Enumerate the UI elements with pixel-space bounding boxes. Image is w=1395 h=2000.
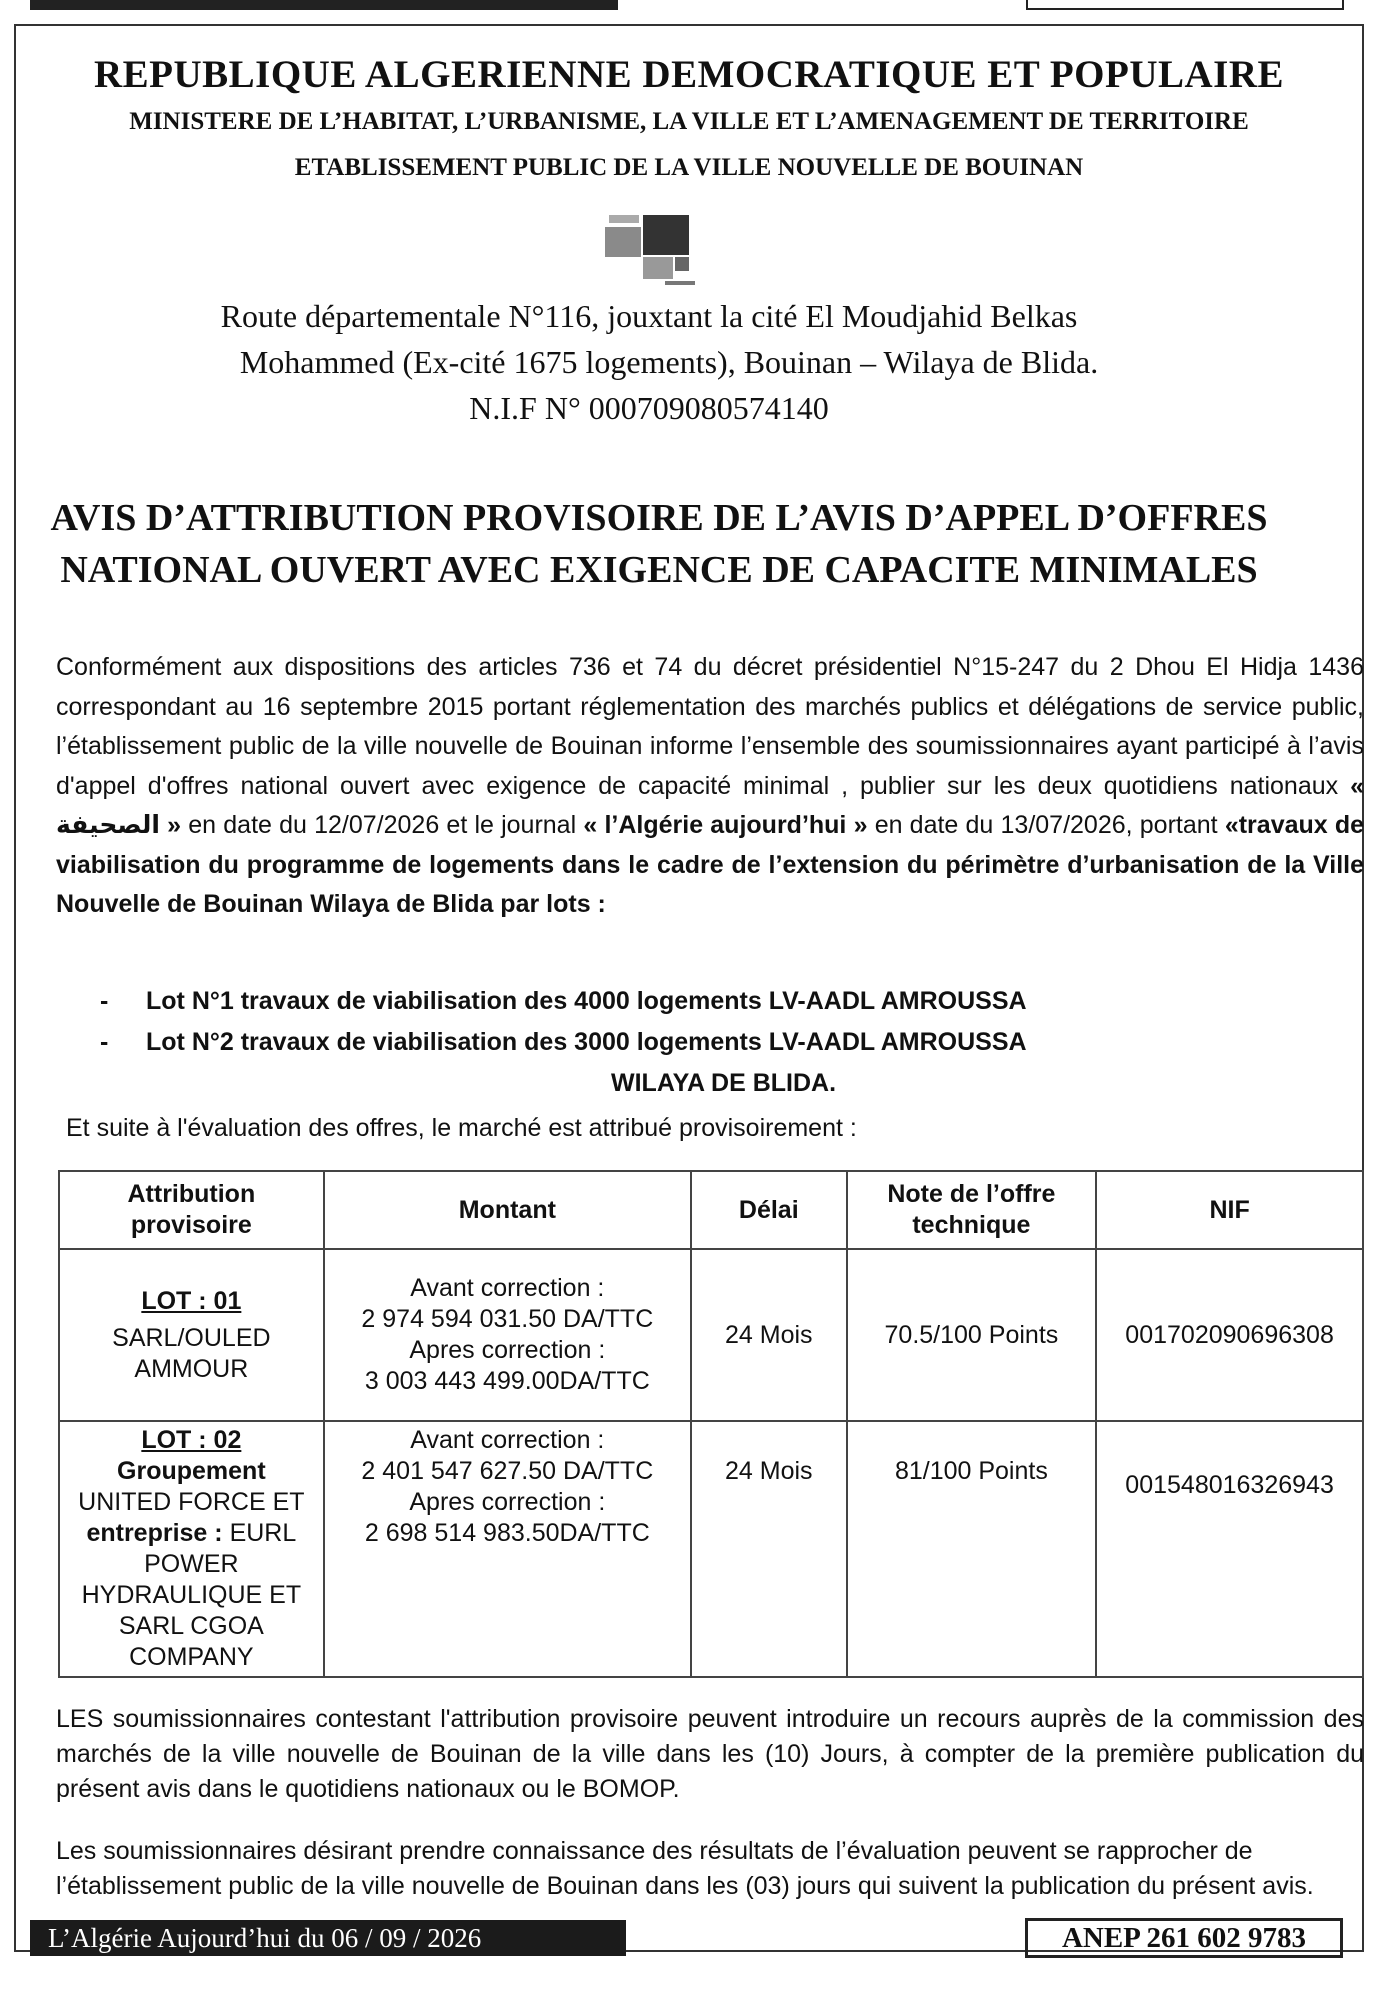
table-row	[59, 1249, 1363, 1421]
ministry-heading: MINISTERE DE L’HABITAT, L’URBANISME, LA VILLE ET L’AMENAGEMENT DE TERRITOIRE	[129, 108, 1249, 135]
project-description: «travaux de viabilisation du programme de logements dans le cadre de l’extension du périmètre d’urbanisation de la Ville Nouvelle de Bouinan Wilaya de Blida par lots :	[56, 811, 1365, 918]
attribution-cell	[59, 1249, 324, 1421]
header-delai: Délai	[691, 1171, 847, 1249]
avant-amount: 2 974 594 031.50 DA/TTC	[361, 1305, 654, 1333]
notice-frame	[14, 24, 1364, 1952]
lot-1-text: Lot N°1 travaux de viabilisation des 4000 logements LV-AADL AMROUSSA	[146, 987, 1027, 1015]
bullet-dash: -	[100, 1028, 109, 1056]
avant-amount: 2 401 547 627.50 DA/TTC	[361, 1457, 654, 1485]
anep-reference: ANEP 261 602 9783	[1025, 1918, 1343, 1958]
apres-label: Apres correction :	[409, 1336, 606, 1364]
entreprise-label: entreprise :	[86, 1519, 223, 1547]
republic-heading: REPUBLIQUE ALGERIENNE DEMOCRATIQUE ET POPULAIRE	[93, 53, 1285, 96]
address-line-1: Route départementale N°116, jouxtant la cité El Moudjahid Belkas	[220, 298, 1078, 334]
nif-cell: 001702090696308	[1096, 1249, 1363, 1421]
montant-cell	[324, 1421, 691, 1677]
address-line-2: Mohammed (Ex-cité 1675 logements), Bouinan – Wilaya de Blida.	[239, 344, 1099, 380]
recourse-paragraph: LES soumissionnaires contestant l'attribution provisoire peuvent introduire un recours auprès de la commission des marchés de la ville nouvelle de Bouinan de la ville dans les (10) Jours, à compter de la première publication du présent avis dans le quotidiens nationaux ou le BOMOP.	[56, 1705, 1364, 1803]
company-group-label: Groupement	[117, 1457, 266, 1485]
avant-label: Avant correction :	[410, 1274, 605, 1302]
apres-label: Apres correction :	[409, 1488, 606, 1516]
note-cell: 70.5/100 Points	[847, 1249, 1097, 1421]
company-members: EURL POWER HYDRAULIQUE ET SARL CGOA COMPANY	[81, 1519, 302, 1671]
newspaper-name-2: « l’Algérie aujourd’hui »	[583, 811, 868, 839]
header-montant: Montant	[324, 1171, 691, 1249]
header-nif: NIF	[1096, 1171, 1363, 1249]
intro-paragraph	[56, 648, 1364, 925]
header-attribution: Attribution provisoire	[59, 1171, 324, 1249]
establishment-heading: ETABLISSEMENT PUBLIC DE LA VILLE NOUVELLE DE BOUINAN	[294, 154, 1084, 181]
table-header-row	[59, 1171, 1363, 1249]
company-detail	[64, 1518, 319, 1673]
lot-2-item	[100, 1022, 1027, 1063]
delai-cell: 24 Mois	[691, 1249, 847, 1421]
evaluation-results-paragraph: Les soumissionnaires désirant prendre connaissance des résultats de l’évaluation peuvent se rapprocher de l’établissement public de la ville nouvelle de Bouinan dans les (03) jours qui suivent la publication du présent avis.	[56, 1837, 1314, 1900]
table-row	[59, 1421, 1363, 1677]
lot-label: LOT : 02	[141, 1426, 242, 1454]
montant-cell	[324, 1249, 691, 1421]
intro-text-a: Conformément aux dispositions des articles 736 et 74 du décret présidentiel N°15-247 du 2 Dhou El Hidja 1436 correspondant au 16 septembre 2015 portant réglementation des marchés publics et délégations de service public, l’établissement public de la ville nouvelle de Bouinan informe l’ensemble des soumissionnaires ayant participé à l’avis d'appel d'offres national ouvert avec exigence de capacité minimal , publier sur les deux quotidiens nationaux	[56, 653, 1364, 800]
top-header-bar	[30, 0, 618, 10]
bullet-dash: -	[100, 987, 109, 1015]
apres-amount: 2 698 514 983.50DA/TTC	[364, 1519, 650, 1547]
apres-amount: 3 003 443 499.00DA/TTC	[364, 1367, 650, 1395]
intro-text-c: en date du 13/07/2026, portant	[874, 811, 1218, 839]
newspaper-name-1: « الصحيفة »	[56, 771, 1364, 839]
notice-title-line-2: NATIONAL OUVERT AVEC EXIGENCE DE CAPACITE MINIMALES	[60, 549, 1258, 591]
attribution-cell	[59, 1421, 324, 1677]
header-note: Note de l’offre technique	[847, 1171, 1097, 1249]
top-header-box	[1026, 0, 1344, 10]
lot-1-item	[100, 981, 1027, 1022]
notice-title-line-1: AVIS D’ATTRIBUTION PROVISOIRE DE L’AVIS D’APPEL D’OFFRES	[50, 497, 1268, 539]
note-cell: 81/100 Points	[847, 1421, 1097, 1677]
publication-footer: L’Algérie Aujourd’hui du 06 / 09 / 2026	[30, 1920, 626, 1956]
company-name: SARL/OULED AMMOUR	[112, 1323, 271, 1383]
lot-2-continuation: WILAYA DE BLIDA.	[611, 1069, 837, 1097]
establishment-logo	[603, 211, 723, 289]
nif-number: N.I.F N° 000709080574140	[469, 390, 829, 426]
evaluation-intro: Et suite à l'évaluation des offres, le marché est attribué provisoirement :	[66, 1114, 857, 1142]
lot-2-text: Lot N°2 travaux de viabilisation des 3000 logements LV-AADL AMROUSSA	[146, 1028, 1027, 1056]
nif-cell: 001548016326943	[1096, 1421, 1363, 1677]
attribution-table	[58, 1170, 1364, 1678]
intro-text-b: en date du 12/07/2026 et le journal	[188, 811, 577, 839]
avant-label: Avant correction :	[410, 1426, 605, 1454]
company-name: UNITED FORCE ET	[78, 1488, 305, 1516]
delai-cell: 24 Mois	[691, 1421, 847, 1677]
lot-label: LOT : 01	[141, 1286, 242, 1315]
